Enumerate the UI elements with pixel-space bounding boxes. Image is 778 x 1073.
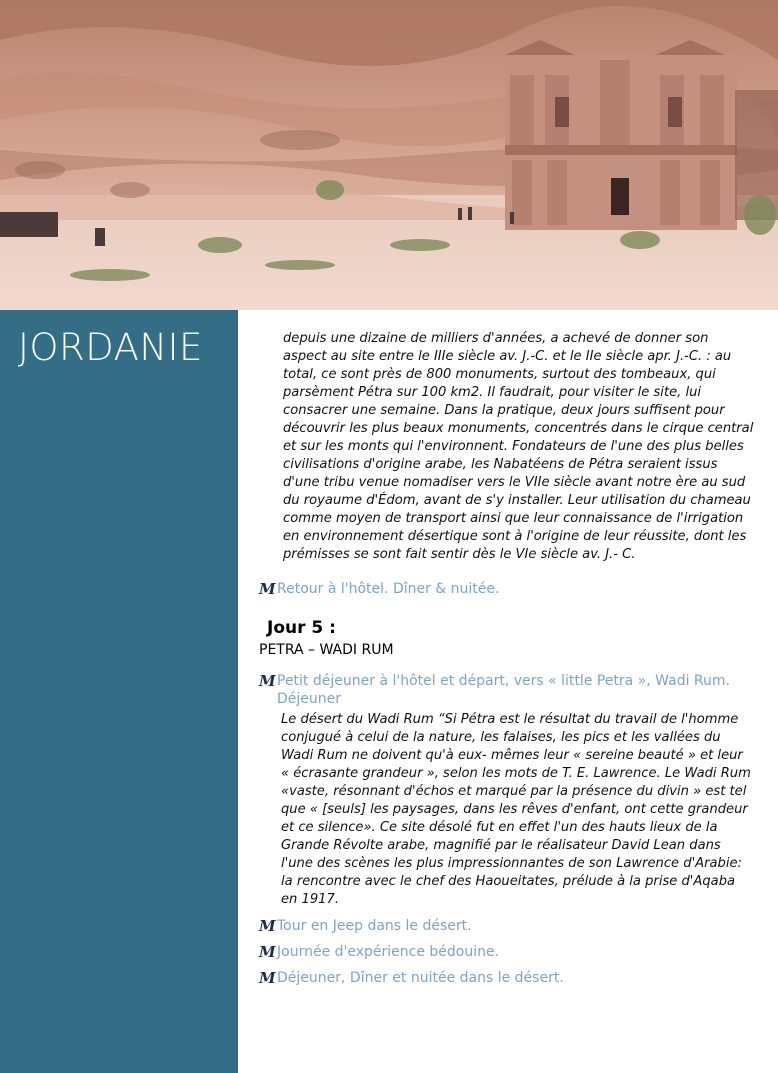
- m-bullet-icon: M: [259, 580, 276, 598]
- petra-monastery-photo: [0, 0, 778, 310]
- list-item: [255, 917, 755, 935]
- return-hotel-item: Retour à l'hôtel. Dîner & nuitée.: [277, 581, 500, 597]
- country-title: JORDANIE: [18, 326, 203, 369]
- day-route: PETRA – WADI RUM: [259, 642, 394, 658]
- petra-paragraph: depuis une dizaine de milliers d'années, a achevé de donner son aspect au site entre le IIIe siècle av. J.-C. et le IIe siècle apr. J.-C. : au total, ce sont près de 800 monuments, surtout des tombeaux, qui parsèment Pétra sur 100 km2. Il faudrait, pour visiter le site, lui consacrer une semaine. Dans la pratique, deux jours suffisent pour découvrir les plus beaux monuments, concentrés dans le cirque central et sur les monts qui l'environnent. Fondateurs de l'une des plus belles civilisations d'origine arabe, les Nabatéens de Pétra seraient issus d'une tribu venue nomadiser vers le VIIe siècle avant notre ère au sud du royaume d'Édom, avant de s'y installer. Leur utilisation du chameau comme moyen de transport ainsi que leur connaissance de l'irrigation en environnement désertique sont à l'origine de leur réussite, dont les prémisses se sont fait sentir dès le VIe siècle av. J.- C.: [283, 331, 754, 562]
- sidebar: [0, 310, 238, 1073]
- m-bullet-icon: M: [259, 917, 276, 935]
- jeep-tour-item: Tour en Jeep dans le désert.: [277, 918, 472, 934]
- m-bullet-icon: M: [259, 672, 276, 690]
- bedouin-experience-item: Journée d'expérience bédouine.: [277, 944, 500, 960]
- list-item: [255, 672, 755, 708]
- breakfast-departure-item: Petit déjeuner à l'hôtel et départ, vers « little Petra », Wadi Rum. Déjeuner: [277, 673, 730, 707]
- list-item: [255, 969, 755, 987]
- m-bullet-icon: M: [259, 943, 276, 961]
- itinerary-content: [255, 330, 755, 987]
- list-item: [255, 580, 755, 598]
- desert-dinner-item: Déjeuner, Dîner et nuitée dans le désert.: [277, 970, 564, 986]
- day-heading: Jour 5 :: [267, 618, 336, 638]
- wadi-rum-paragraph: Le désert du Wadi Rum “Si Pétra est le résultat du travail de l'homme conjugué à celui de la nature, les falaises, les pics et les vallées du Wadi Rum ne doivent qu'à eux- mêmes leur « sereine beauté » et leur « écrasante grandeur », selon les mots de T. E. Lawrence. Le Wadi Rum «vaste, résonnant d'échos et marqué par la présence du divin » est tel que « [seuls] les paysages, dans les rêves d'enfant, ont cette grandeur et ce silence». Ce site désolé fut en effet l'un des hauts lieux de la Grande Révolte arabe, magnifié par le réalisateur David Lean dans l'une des scènes les plus impressionnantes de son Lawrence d'Arabie: la rencontre avec le chef des Haoueitates, prélude à la prise d'Aqaba en 1917.: [281, 712, 751, 907]
- m-bullet-icon: M: [259, 969, 276, 987]
- photo-illustration: [0, 0, 778, 310]
- list-item: [255, 943, 755, 961]
